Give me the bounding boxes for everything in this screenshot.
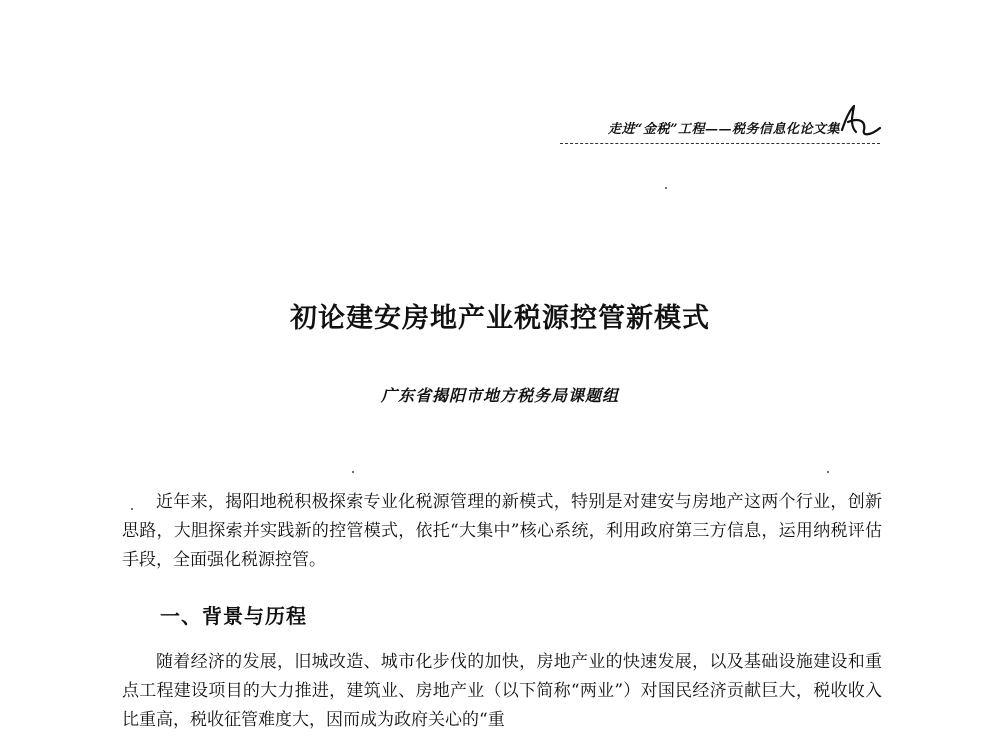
scan-speck bbox=[665, 187, 667, 189]
paper-title: 初论建安房地产业税源控管新模式 bbox=[290, 303, 710, 335]
scan-speck bbox=[352, 471, 354, 473]
paper-author: 广东省揭阳市地方税务局课题组 bbox=[380, 386, 619, 405]
publisher-logo-icon bbox=[836, 100, 884, 144]
section-paragraph: 随着经济的发展，旧城改造、城市化步伐的加快，房地产业的快速发展，以及基础设施建设和重点工程建设项目的大力推进，建筑业、房地产业（以下简称“两业”）对国民经济贡献巨大，税收收入比重高，税收征管难度大，因而成为政府关心的“重 bbox=[122, 652, 882, 730]
intro-paragraph: 近年来，揭阳地税积极探索专业化税源管理的新模式，特别是对建安与房地产这两个行业，创新思路，大胆探索并实践新的控管模式，依托“大集中”核心系统，利用政府第三方信息，运用纳税评估手段，全面强化税源控管。 bbox=[122, 492, 882, 570]
header-rule bbox=[560, 143, 880, 144]
scan-speck bbox=[827, 471, 829, 473]
section-heading: 一、背景与历程 bbox=[160, 604, 307, 628]
running-header: 走进“金税”工程——税务信息化论文集 bbox=[608, 122, 840, 137]
